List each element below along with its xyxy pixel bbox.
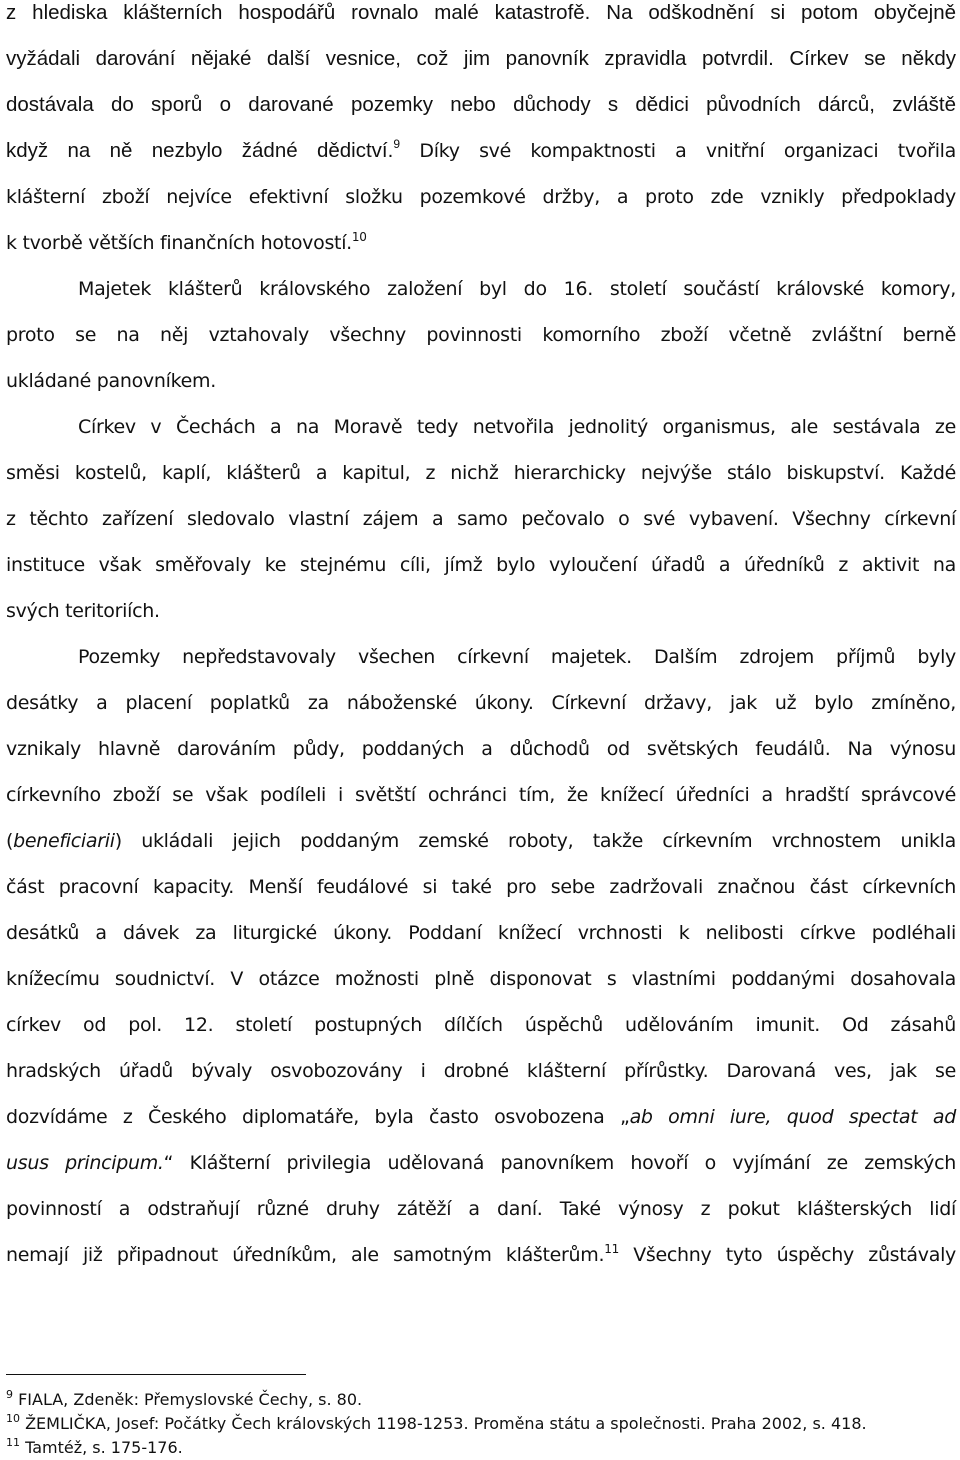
- text-line: dostávala do sporů o darované pozemky nebo důchody s dědici původních dárců, zvláště: [6, 93, 956, 116]
- text-line: z těchto zařízení sledovalo vlastní zájem a samo pečovalo o své vybavení. Všechny církevní: [6, 508, 956, 530]
- footnote-text: ŽEMLIČKA, Josef: Počátky Čech královských 1198-1253. Proměna státu a společnosti. Praha 2002, s. 418.: [20, 1414, 867, 1433]
- footnote-text: Tamtéž, s. 175-176.: [20, 1438, 183, 1457]
- text-line: povinností a odstraňují různé druhy zátěží a daní. Také výnosy z pokut klášterských lidí: [6, 1198, 956, 1220]
- footnote-number: 11: [6, 1435, 20, 1449]
- latin-quote: usus principum.: [6, 1152, 164, 1174]
- text-span: nemají již připadnout úředníkům, ale samotným klášterům.: [6, 1244, 605, 1266]
- latin-quote: ab omni iure, quod spectat ad: [629, 1106, 956, 1128]
- text-line: [6, 1238, 956, 1272]
- text-line: instituce však směřovaly ke stejnému cíli, jímž bylo vyloučení úřadů a úředníků z aktivit na: [6, 554, 956, 576]
- text-line: Církev v Čechách a na Moravě tedy netvořila jednolitý organismus, ale sestávala ze: [78, 416, 956, 438]
- text-span: když na ně nezbylo žádné dědictví.: [6, 139, 394, 162]
- footnote-ref[interactable]: 10: [351, 229, 367, 244]
- text-line: z hlediska klášterních hospodářů rovnalo malé katastrofě. Na odškodnění si potom obyčejně: [6, 1, 956, 24]
- text-line: svých teritoriích.: [6, 600, 160, 622]
- footnote: [6, 1412, 956, 1436]
- footnote-number: 9: [6, 1387, 13, 1401]
- footnote-ref[interactable]: 9: [393, 137, 401, 152]
- text-span: dozvídáme z Českého diplomatáře, byla často osvobozena „: [6, 1106, 630, 1128]
- text-span: Všechny tyto úspěchy zůstávaly: [618, 1244, 956, 1266]
- text-line: směsi kostelů, kaplí, klášterů a kapitul, z nichž hierarchicky nejvýše stálo biskupství. Každé: [6, 462, 956, 484]
- text-span: (: [6, 830, 14, 852]
- text-line: desátků a dávek za liturgické úkony. Poddaní knížecí vrchnosti k nelibosti církve podléhali: [6, 922, 956, 944]
- footnote: [6, 1388, 956, 1412]
- text-line: hradských úřadů bývaly osvobozovány i drobné klášterní přírůstky. Darovaná ves, jak se: [6, 1060, 956, 1082]
- footnote: [6, 1436, 956, 1460]
- text-line: [6, 226, 956, 260]
- italic-term: beneficiarii: [13, 830, 115, 852]
- footnote-separator: [6, 1374, 306, 1375]
- text-line: vyžádali darování nějaké další vesnice, což jim panovník zpravidla potvrdil. Církev se někdy: [6, 47, 956, 70]
- text-span: k tvorbě větších finančních hotovostí.: [6, 232, 352, 254]
- text-line: část pracovní kapacity. Menší feudálové si také pro sebe zadržovali značnou část církevních: [6, 876, 956, 898]
- footnote-text: FIALA, Zdeněk: Přemyslovské Čechy, s. 80.: [13, 1390, 363, 1409]
- text-line: knížecímu soudnictví. V otázce možnosti plně disponovat s vlastními poddanými dosahovala: [6, 968, 956, 990]
- text-line: vznikaly hlavně darováním půdy, poddaných a důchodů od světských feudálů. Na výnosu: [6, 738, 956, 760]
- footnote-number: 10: [6, 1411, 20, 1425]
- text-span: ) ukládali jejich poddaným zemské roboty, takže církevním vrchnostem unikla: [114, 830, 956, 852]
- text-line: [6, 824, 956, 858]
- text-line: církev od pol. 12. století postupných dílčích úspěchů udělováním imunit. Od zásahů: [6, 1014, 956, 1036]
- text-span: “ Klášterní privilegia udělovaná panovníkem hovoří o vyjímání ze zemských: [163, 1152, 956, 1174]
- text-line: desátky a placení poplatků za náboženské úkony. Církevní državy, jak už bylo zmíněno,: [6, 692, 956, 714]
- text-line: ukládané panovníkem.: [6, 370, 216, 392]
- text-line: Majetek klášterů královského založení byl do 16. století součástí královské komory,: [78, 278, 956, 300]
- text-line: Pozemky nepředstavovaly všechen církevní majetek. Dalším zdrojem příjmů byly: [78, 646, 956, 668]
- text-line: [6, 1146, 956, 1180]
- text-line: klášterní zboží nejvíce efektivní složku pozemkové držby, a proto zde vznikly předpoklady: [6, 186, 956, 208]
- text-span: Díky své kompaktnosti a vnitřní organizaci tvořila: [400, 140, 956, 162]
- text-line: církevního zboží se však podíleli i světští ochránci tím, že knížecí úředníci a hradští správcové: [6, 784, 956, 806]
- text-line: proto se na něj vztahovaly všechny povinnosti komorního zboží včetně zvláštní berně: [6, 324, 956, 346]
- footnote-ref[interactable]: 11: [604, 1241, 619, 1256]
- text-line: [6, 134, 956, 168]
- text-line: [6, 1100, 956, 1134]
